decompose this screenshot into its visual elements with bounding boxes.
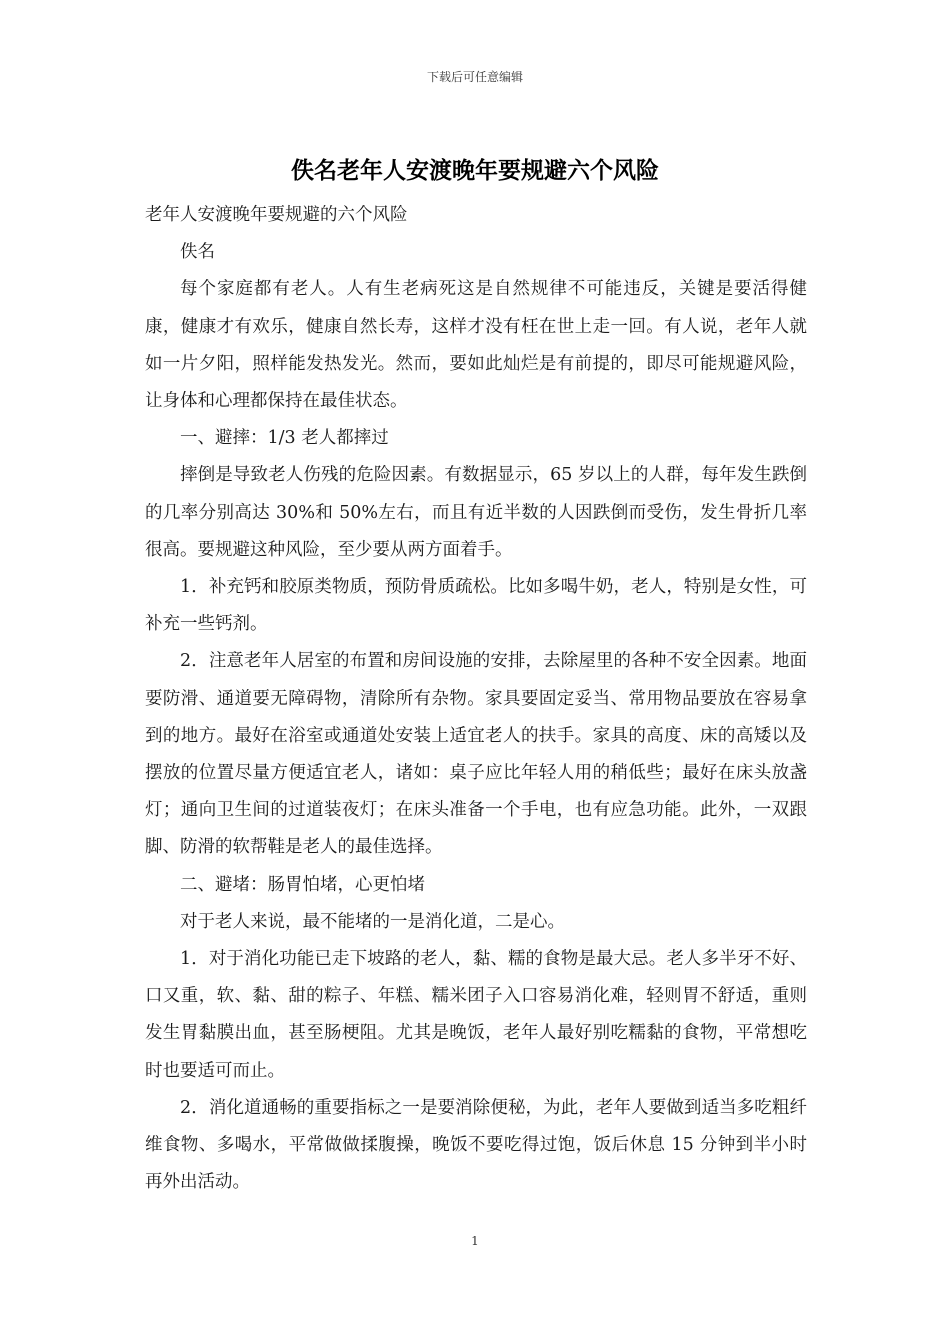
body-paragraph: 每个家庭都有老人。人有生老病死这是自然规律不可能违反，关键是要活得健康，健康才有欢乐，健康自然长寿，这样才没有枉在世上走一回。有人说，老年人就如一片夕阳，照样能发热发光。然而，要如此灿烂是有前提的，即尽可能规避风险，让身体和心理都保持在最佳状态。 (145, 279, 807, 412)
body-paragraph: 对于老人来说，最不能堵的一是消化道，二是心。 (180, 911, 565, 932)
subtitle-paragraph: 老年人安渡晚年要规避的六个风险 (145, 205, 408, 225)
section-heading: 二、避堵：肠胃怕堵，心更怕堵 (180, 874, 425, 895)
page-header-note: 下载后可任意编辑 (426, 70, 523, 84)
author-paragraph: 佚名 (180, 242, 215, 263)
document-title: 佚名老年人安渡晚年要规避六个风险 (291, 157, 659, 184)
document-body (145, 197, 807, 1201)
section-heading: 一、避摔：1/3 老人都摔过 (180, 428, 389, 449)
list-item-paragraph: 2．注意老年人居室的布置和房间设施的安排，去除屋里的各种不安全因素。地面要防滑、通道要无障碍物，清除所有杂物。家具要固定妥当、常用物品要放在容易拿到的地方。最好在浴室或通道处安装上适宜老人的扶手。家具的高度、床的高矮以及摆放的位置尽量方便适宜老人，诸如：桌子应比年轻人用的稍低些；最好在床头放盏灯；通向卫生间的过道装夜灯；在床头准备一个手电，也有应急功能。此外，一双跟脚、防滑的软帮鞋是老人的最佳选择。 (145, 651, 807, 858)
page-number: 1 (471, 1234, 479, 1248)
list-item-paragraph: 1．补充钙和胶原类物质，预防骨质疏松。比如多喝牛奶，老人，特别是女性，可补充一些钙剂。 (145, 577, 807, 635)
list-item-paragraph: 2．消化道通畅的重要指标之一是要消除便秘，为此，老年人要做到适当多吃粗纤维食物、多喝水，平常做做揉腹操，晚饭不要吃得过饱，饭后休息 15 分钟到半小时再外出活动。 (145, 1097, 807, 1193)
list-item-paragraph: 1．对于消化功能已走下坡路的老人，黏、糯的食物是最大忌。老人多半牙不好、口又重，软、黏、甜的粽子、年糕、糯米团子入口容易消化难，轻则胃不舒适，重则发生胃黏膜出血，甚至肠梗阻。尤其是晚饭，老年人最好别吃糯黏的食物，平常想吃时也要适可而止。 (145, 949, 807, 1081)
body-paragraph: 摔倒是导致老人伤残的危险因素。有数据显示，65 岁以上的人群，每年发生跌倒的几率分别高达 30%和 50%左右，而且有近半数的人因跌倒而受伤，发生骨折几率很高。要规避这种风险，至少要从两方面着手。 (145, 465, 807, 560)
